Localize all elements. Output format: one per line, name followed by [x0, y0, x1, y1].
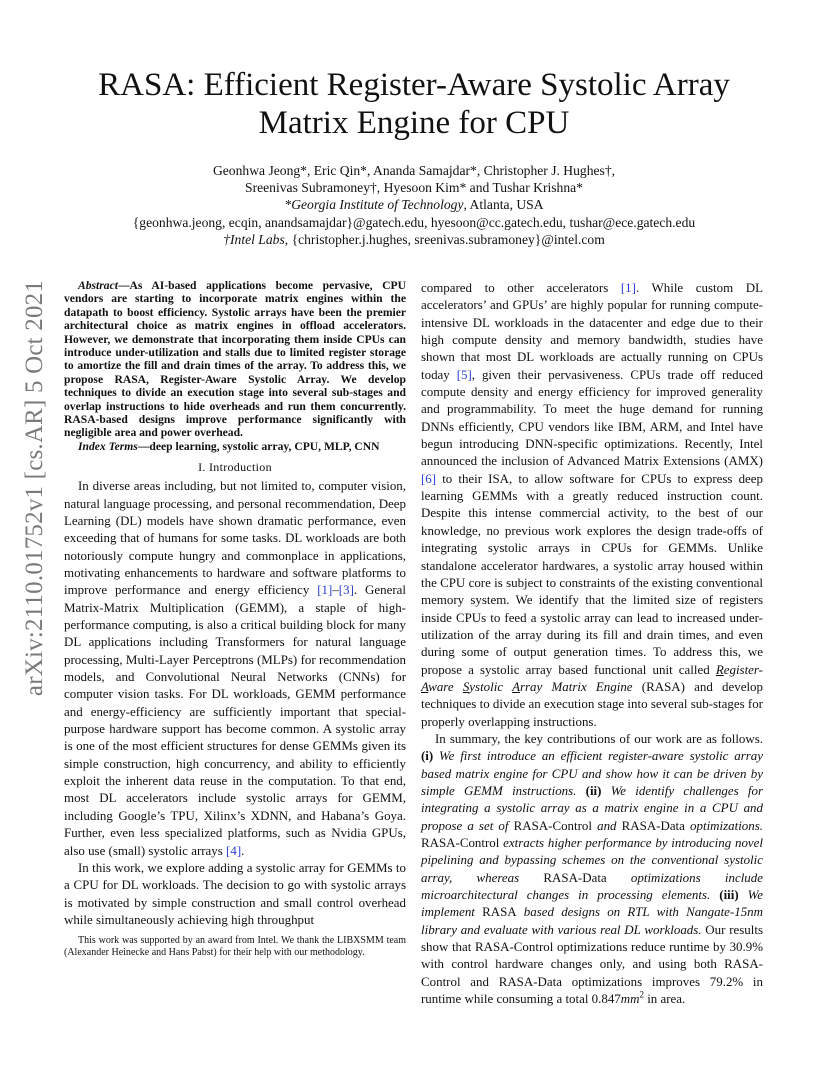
contribution-marker: (iii): [719, 887, 739, 903]
left-column: [64, 279, 406, 928]
math-exponent: 2: [639, 989, 644, 1000]
intro-paragraph-2-continued: [421, 279, 763, 730]
affiliation-2: [60, 231, 768, 248]
text-span: . General Matrix-Matrix Multiplication (GEMM), a staple of high-performance computing, is also a critical building block for many DL applications including Transformers for natural language processing, Multi-Layer Perceptrons (MLPs) for recommendation models, and Convolutional Neural Networks (CNNs) for computer vision tasks. For DL workloads, GEMM performance and energy-efficiency are sufficiently important that special-purpose hardware support has become common. A systolic array is one of the most efficient structures for dense GEMMs given its simple construction, high concurrency, and ability to efficiently exploit the inherent data reuse in the computation. To that end, most DL accelerators include systolic arrays for GEMM, including Google’s TPU, Xilinx’s XDNN, and Habana’s Goya. Further, even less specialized platforms, such as Nvidia GPUs, also use (small) systolic arrays: [64, 582, 406, 858]
text-span: , given their pervasiveness. CPUs trade off reduced compute density and energy efficiency for improved generality and programmability. To meet the huge demand for running DNNs efficiently, CPU vendors like IBM, ARM, and Intel have begun introducing DNN-specific optimizations. Recently, Intel announced the inclusion of Advanced Matrix Extensions (AMX): [421, 366, 763, 469]
text-span: In diverse areas including, but not limited to, computer vision, natural language processing, and personal recommendation, Deep Learning (DL) models have shown dramatic performance, even exceeding that of humans for some tasks. DL workloads are both notoriously compute hungry and commonplace in applications, motivating enhancements to hardware and software platforms to improve performance and energy efficiency: [64, 478, 406, 598]
text-span: RASA-Data: [621, 817, 685, 833]
text-span: RASA: [482, 904, 517, 920]
text-span: and: [591, 817, 622, 833]
text-span: .: [241, 842, 245, 858]
affiliation-1: [60, 196, 768, 213]
text-span: optimizations.: [684, 817, 763, 833]
abstract: [64, 279, 406, 440]
citation-link[interactable]: [6]: [421, 470, 437, 486]
title-line-1: RASA: Efficient Register-Aware Systolic Array: [98, 67, 730, 103]
emails-1: {geonhwa.jeong, ecqin, anandsamajdar}@gatech.edu, hyesoon@cc.gatech.edu, tushar@ece.gatech.edu: [132, 214, 696, 230]
text-span: . While custom DL accelerators’ and GPUs’ are highly popular for running compute-intensive DL workloads in the datacenter and edge due to their high compute density and memory bandwidth, studies have shown that most DL workloads are actually running on CPUs today: [421, 280, 763, 382]
text-span: RASA-Control: [513, 817, 592, 833]
title-line-2: Matrix Engine for CPU: [258, 105, 570, 141]
author-block: [60, 162, 768, 248]
abstract-label: Abstract: [78, 279, 118, 292]
math-unit: mm: [620, 991, 640, 1007]
arxiv-id-text: arXiv:2110.01752v1 [cs.AR] 5 Oct 2021: [21, 279, 48, 696]
authors-line-2: Sreenivas Subramoney†, Hyesoon Kim* and Tushar Krishna*: [245, 180, 583, 196]
section-heading-introduction: I. Introduction: [198, 460, 272, 475]
text-span: egister-: [723, 661, 763, 677]
text-span: (RASA) and develop techniques to divide an execution stage into several sub-stages for properly overlapping instructions.: [421, 678, 763, 729]
text-span: ystolic: [469, 678, 513, 694]
text-span: –: [332, 582, 339, 598]
citation-link[interactable]: [1]: [620, 280, 636, 295]
citation-link[interactable]: [3]: [338, 582, 354, 598]
right-column: [421, 279, 763, 1007]
intro-paragraph-1: [64, 477, 406, 859]
text-span: We implement: [421, 887, 763, 920]
abstract-text: —As AI-based applications become pervasive, CPU vendors are starting to incorporate matrix engines within the datapath to boost efficiency. Systolic arrays have been the premier architectural choice as matrix engines in offload accelerators. However, we demonstrate that incorporating them inside CPUs can introduce under-utilization and stalls due to limited register storage to amortize the fill and drain times of the array. To address this, we propose RASA, Register-Aware Systolic Array. We develop techniques to divide an execution stage into several sub-stages and overlap instructions to hide overheads and run them concurrently. RASA-based designs improve performance significantly with negligible area and power overhead.: [64, 279, 406, 440]
authors-line-1: Geonhwa Jeong*, Eric Qin*, Ananda Samajdar*, Christopher J. Hughes†,: [212, 163, 616, 178]
contribution-marker: (i): [421, 748, 434, 764]
text-span: We identify challenges for integrating a systolic array as a matrix engine in a CPU and propose a set of: [421, 782, 763, 833]
footnote: This work was supported by an award from Intel. We thank the LIBXSMM team (Alexander Heinecke and Hans Pabst) for their help with our methodology.: [64, 935, 406, 959]
citation-link[interactable]: [1]: [317, 582, 333, 598]
contribution-marker: (ii): [585, 782, 602, 798]
text-span: in area.: [643, 991, 686, 1007]
citation-link[interactable]: [4]: [226, 842, 242, 858]
acronym-letter: R: [715, 661, 724, 677]
citation-link[interactable]: [5]: [456, 366, 472, 382]
index-terms: [64, 440, 406, 453]
affiliation-2-name: †Intel Labs: [223, 231, 285, 247]
affiliation-1-name: *Georgia Institute of Technology: [284, 197, 464, 213]
text-span: compared to other accelerators: [421, 280, 621, 295]
arxiv-identifier: [10, 279, 60, 696]
text-span: In summary, the key contributions of our work are as follows.: [435, 730, 763, 746]
text-span: rray Matrix Engine: [519, 678, 633, 694]
index-terms-text: —deep learning, systolic array, CPU, MLP, CNN: [137, 439, 380, 453]
text-span: RASA-Control: [421, 835, 500, 850]
acronym-letter: A: [512, 678, 520, 694]
contributions-paragraph: [421, 730, 763, 1008]
acronym-letter: S: [462, 678, 470, 694]
affiliation-2-emails: , {christopher.j.hughes, sreenivas.subramoney}@intel.com: [284, 231, 605, 247]
paper-title: [60, 66, 768, 142]
text-span: We first introduce an efficient register-aware systolic array based matrix engine for CPU and show how it can be driven by simple GEMM instructions.: [421, 748, 763, 798]
index-terms-label: Index Terms: [78, 439, 138, 453]
text-span: RASA-Data: [543, 869, 607, 885]
text-span: Our results show that RASA-Control optimizations reduce runtime by 30.9% with control hardware changes only, and using both RASA-Control and RASA-Data optimizations improves 79.2% in runtime while consuming a total 0.847: [421, 921, 763, 1007]
intro-paragraph-2: In this work, we explore adding a systolic array for GEMMs to a CPU for DL workloads. The decision to go with systolic arrays is motivated by simple construction and small control overhead while simultaneously achieving high throughput: [64, 859, 406, 927]
text-span: based designs on RTL with Nangate-15nm library and evaluate with various real DL workloads.: [421, 904, 763, 937]
affiliation-1-location: , Atlanta, USA: [463, 197, 544, 213]
text-span: ware: [428, 678, 463, 694]
text-span: extracts higher performance by introducing novel pipelining and bypassing schemes on the conventional systolic array, whereas: [421, 835, 763, 885]
acronym-letter: A: [421, 678, 429, 694]
text-span: optimizations include microarchitectural changes in processing elements.: [421, 869, 763, 903]
text-span: to their ISA, to allow software for CPUs to express deep learning GEMMs with a greatly reduced instruction count. Despite this intense commercial activity, to the best of our knowledge, no previous work explores the design trade-offs of integrating systolic arrays in CPUs for GEMMs. Unlike standalone accelerator hardwares, a systolic array housed within the CPU core is subject to constraints of the existing conventional memory system. We identify that the limited size of registers inside CPUs to feed a systolic array can lead to increased under-utilization of the array during its fill and drain times, and even during some of output generation times. To address this, we propose a systolic array based functional unit called: [421, 470, 763, 677]
